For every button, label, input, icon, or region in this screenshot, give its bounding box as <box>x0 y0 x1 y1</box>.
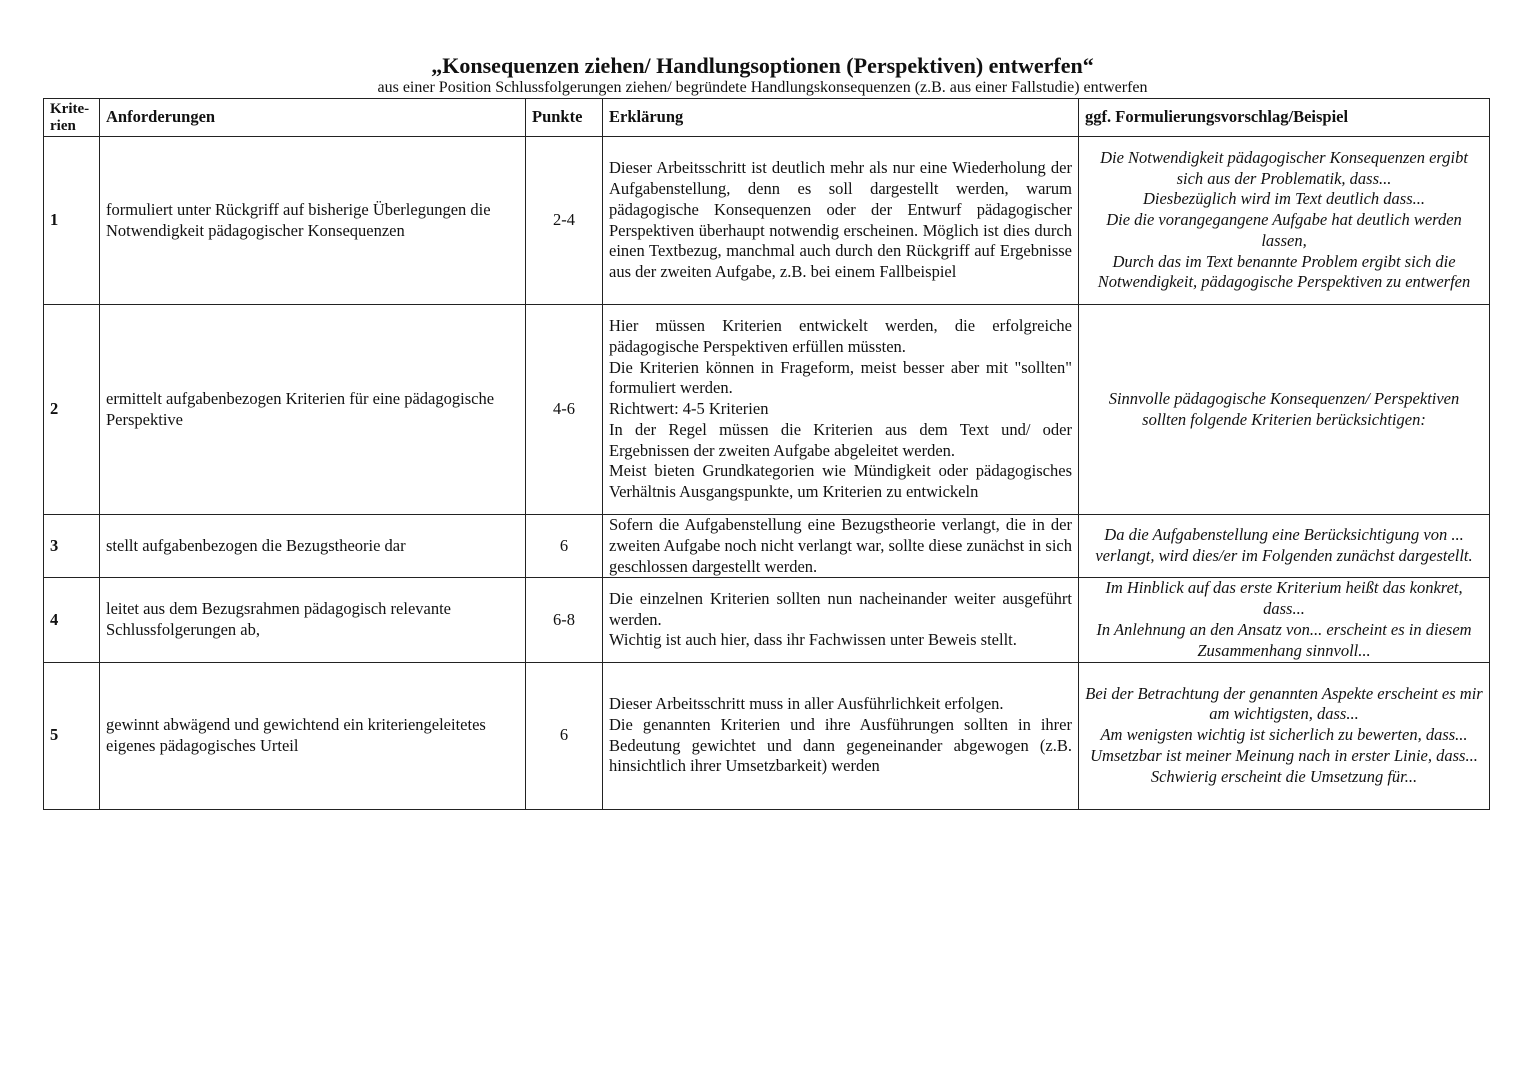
table-row <box>44 305 1490 515</box>
example-cell <box>1079 578 1490 662</box>
explanation-paragraph: Hier müssen Kriterien entwickelt werden, die erfolgreiche pädagogische Perspektiven erfüllen müssten. <box>609 315 1072 356</box>
table-row <box>44 515 1490 578</box>
explanation-paragraph: Meist bieten Grundkategorien wie Mündigkeit oder pädagogisches Verhältnis Ausgangspunkte, um Kriterien zu entwickeln <box>609 461 1072 502</box>
example-line: Bei der Betrachtung der genannten Aspekte erscheint es mir am wichtigsten, dass... <box>1085 683 1483 724</box>
requirement-text: stellt aufgabenbezogen die Bezugstheorie dar <box>100 515 526 578</box>
example-line: In Anlehnung an den Ansatz von... erscheint es in diesem Zusammenhang sinnvoll... <box>1096 619 1472 660</box>
explanation-cell <box>603 515 1079 578</box>
example-cell <box>1079 515 1490 578</box>
header-punkte: Punkte <box>526 99 603 137</box>
example-line: Am wenigsten wichtig ist sicherlich zu bewerten, dass... <box>1100 725 1468 745</box>
requirement-text: gewinnt abwägend und gewichtend ein kriteriengeleitetes eigenes pädagogisches Urteil <box>100 662 526 809</box>
points-value: 2-4 <box>526 137 603 305</box>
points-value: 4-6 <box>526 305 603 515</box>
example-cell <box>1079 662 1490 809</box>
explanation-cell <box>603 578 1079 662</box>
header-anforderungen: Anforderungen <box>100 99 526 137</box>
table-header-row <box>44 99 1490 137</box>
explanation-paragraph: Dieser Arbeitsschritt muss in aller Ausführlichkeit erfolgen. <box>609 693 1004 713</box>
explanation-paragraph: Die genannten Kriterien und ihre Ausführungen sollten in ihrer Bedeutung gewichtet und dann gegeneinander abgewogen (z.B. hinsichtlich ihrer Umsetzbarkeit) werden <box>609 714 1072 776</box>
table-row <box>44 578 1490 662</box>
example-line: Diesbezüglich wird im Text deutlich dass... <box>1142 189 1425 209</box>
requirement-text: formuliert unter Rückgriff auf bisherige Überlegungen die Notwendigkeit pädagogischer Konsequenzen <box>100 137 526 305</box>
criterion-number: 2 <box>44 305 100 515</box>
explanation-cell <box>603 662 1079 809</box>
page-title: „Konsequenzen ziehen/ Handlungsoptionen (Perspektiven) entwerfen“ <box>431 53 1094 78</box>
explanation-cell <box>603 305 1079 515</box>
explanation-paragraph: Die Kriterien können in Frageform, meist besser aber mit "sollten" formuliert werden. <box>609 357 1072 398</box>
example-line: Die Notwendigkeit pädagogischer Konsequenzen ergibt sich aus der Problematik, dass... <box>1100 147 1468 188</box>
criterion-number: 4 <box>44 578 100 662</box>
explanation-paragraph: Dieser Arbeitsschritt ist deutlich mehr als nur eine Wiederholung der Aufgabenstellung, denn es soll dargestellt werden, warum pädagogische Konsequenzen oder der Entwurf pädagogischer Perspektiven überhaupt notwendig erscheinen. Möglich ist dies durch einen Textbezug, manchmal auch durch den Rückgriff auf Ergebnisse aus der zweiten Aufgabe, z.B. bei einem Fallbeispiel <box>609 158 1072 282</box>
example-line: Schwierig erscheint die Umsetzung für... <box>1150 766 1418 786</box>
explanation-paragraph: Wichtig ist auch hier, dass ihr Fachwissen unter Beweis stellt. <box>609 630 1017 650</box>
requirement-text: leitet aus dem Bezugsrahmen pädagogisch relevante Schlussfolgerungen ab, <box>100 578 526 662</box>
criterion-number: 5 <box>44 662 100 809</box>
header-beispiel: ggf. Formulierungsvorschlag/Beispiel <box>1079 99 1490 137</box>
requirement-text: ermittelt aufgabenbezogen Kriterien für eine pädagogische Perspektive <box>100 305 526 515</box>
points-value: 6-8 <box>526 578 603 662</box>
example-line: Die die vorangegangene Aufgabe hat deutlich werden lassen, <box>1106 210 1462 250</box>
example-line: Umsetzbar ist meiner Meinung nach in erster Linie, dass... <box>1090 745 1478 765</box>
explanation-paragraph: In der Regel müssen die Kriterien aus dem Text und/ oder Ergebnissen der zweiten Aufgabe abgeleitet werden. <box>609 419 1072 460</box>
explanation-paragraph: Richtwert: 4-5 Kriterien <box>609 399 769 419</box>
example-line: Sinnvolle pädagogische Konsequenzen/ Perspektiven sollten folgende Kriterien berücksichtigen: <box>1108 388 1460 429</box>
table-row <box>44 137 1490 305</box>
points-value: 6 <box>526 515 603 578</box>
table-row <box>44 662 1490 809</box>
example-line: Durch das im Text benannte Problem ergibt sich die Notwendigkeit, pädagogische Perspektiven zu entwerfen <box>1097 251 1471 292</box>
header-erklaerung: Erklärung <box>603 99 1079 137</box>
explanation-paragraph: Sofern die Aufgabenstellung eine Bezugstheorie verlangt, die in der zweiten Aufgabe noch nicht verlangt war, sollte diese zunächst in sich geschlossen dargestellt werden. <box>609 515 1072 576</box>
criterion-number: 1 <box>44 137 100 305</box>
points-value: 6 <box>526 662 603 809</box>
example-line: Im Hinblick auf das erste Kriterium heißt das konkret, dass... <box>1105 578 1463 619</box>
example-cell <box>1079 137 1490 305</box>
header-kriterien: Krite-rien <box>44 99 100 137</box>
criteria-table <box>43 98 1490 810</box>
page-subtitle: aus einer Position Schlussfolgerungen ziehen/ begründete Handlungskonsequenzen (z.B. aus einer Fallstudie) entwerfen <box>377 79 1148 96</box>
example-line: Da die Aufgabenstellung eine Berücksichtigung von ... verlangt, wird dies/er im Folgenden zunächst dargestellt. <box>1095 525 1473 566</box>
explanation-cell <box>603 137 1079 305</box>
criterion-number: 3 <box>44 515 100 578</box>
example-cell <box>1079 305 1490 515</box>
explanation-paragraph: Die einzelnen Kriterien sollten nun nacheinander weiter ausgeführt werden. <box>609 588 1072 629</box>
